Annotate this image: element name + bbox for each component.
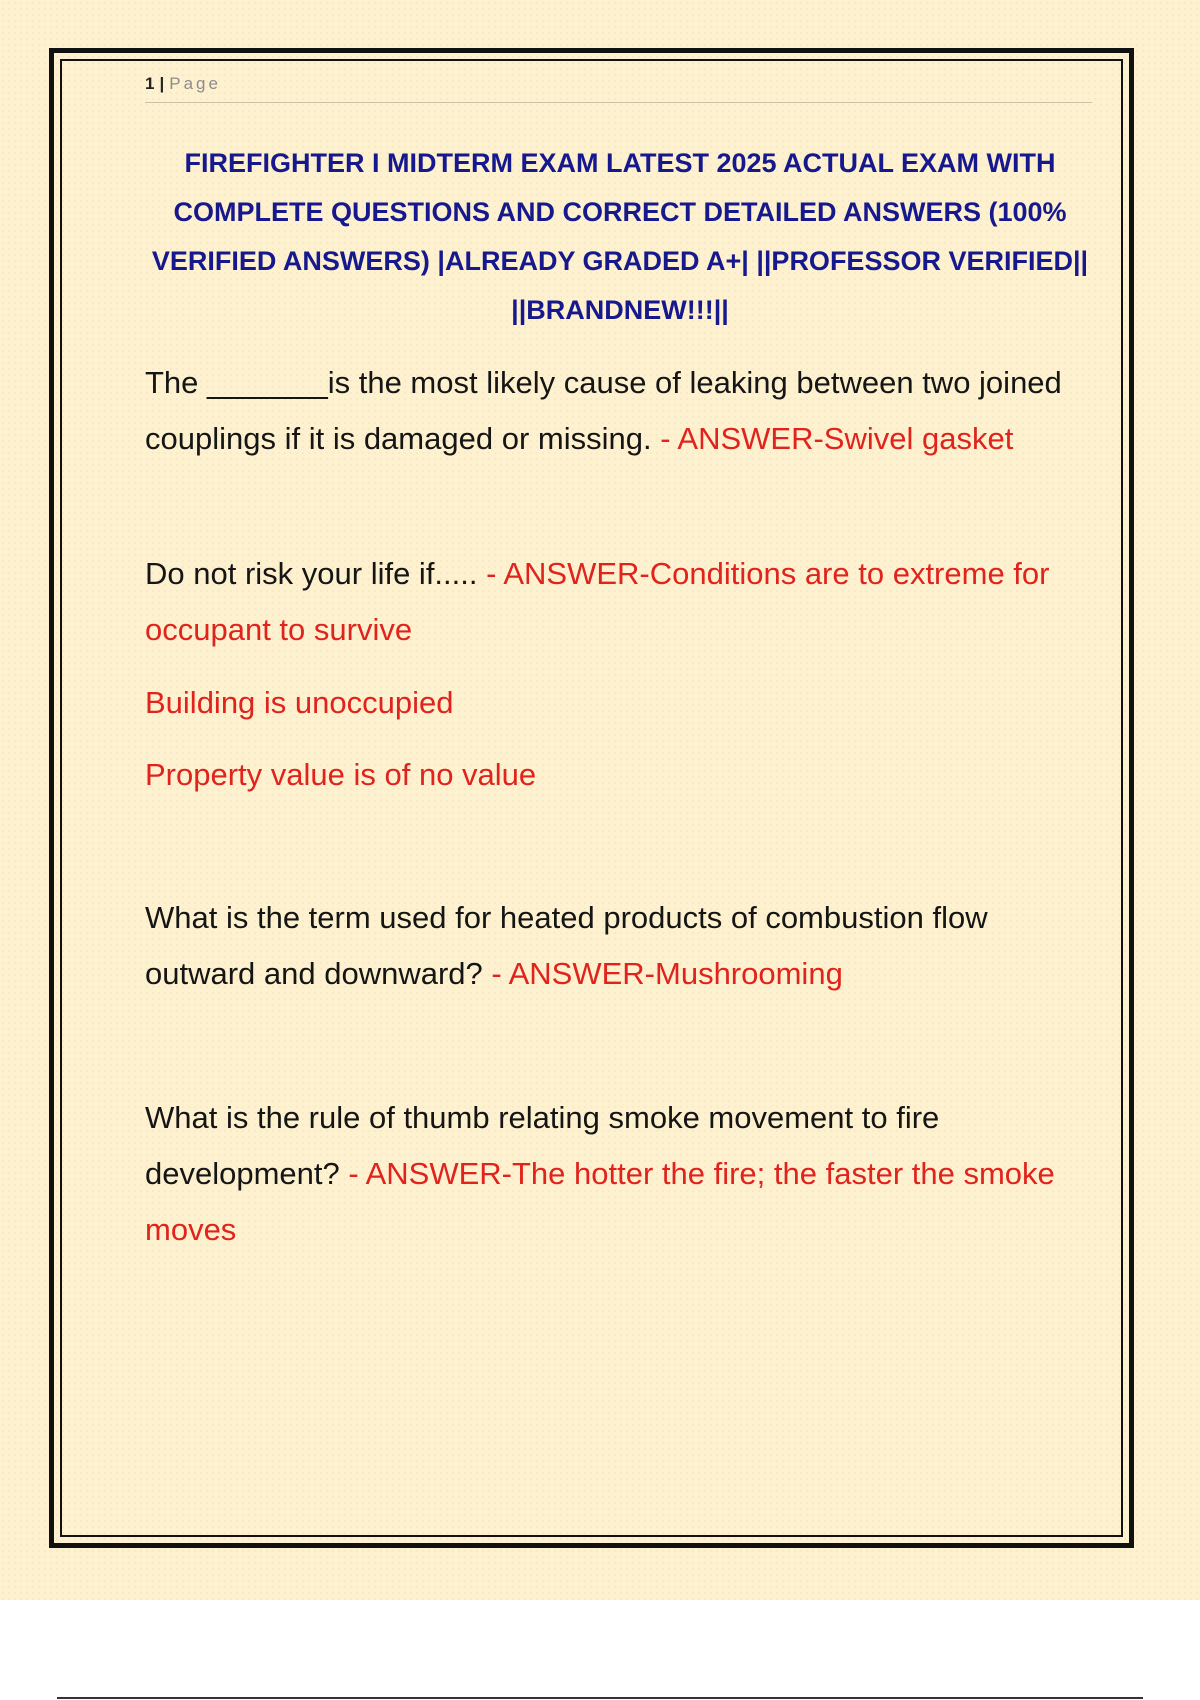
answer-text: - ANSWER-Mushrooming bbox=[491, 956, 843, 991]
answer-line: Building is unoccupied bbox=[145, 685, 454, 720]
answer-text: - ANSWER-The hotter the fire; the faster the smoke moves bbox=[145, 1156, 1055, 1247]
question-text: Do not risk your life if..... bbox=[145, 556, 487, 591]
page-header bbox=[145, 74, 1092, 103]
question-text: The _______is the most likely cause of leaking between two joined couplings if it is damaged or missing. bbox=[145, 365, 1062, 456]
page-label: Page bbox=[169, 74, 221, 93]
qa-item-1 bbox=[145, 355, 1095, 467]
page-number: 1 bbox=[145, 74, 156, 93]
qa-item-3 bbox=[145, 890, 1095, 1002]
question-text: What is the term used for heated products of combustion flow outward and downward? bbox=[145, 900, 988, 991]
qa-item-2 bbox=[145, 546, 1095, 658]
qa-item-4 bbox=[145, 1090, 1095, 1258]
page-separator: | bbox=[159, 74, 166, 93]
document-title: FIREFIGHTER I MIDTERM EXAM LATEST 2025 ACTUAL EXAM WITH COMPLETE QUESTIONS AND CORRECT DETAILED ANSWERS (100% VERIFIED ANSWERS) |ALREADY GRADED A+| ||PROFESSOR VERIFIED|| ||BRANDNEW!!!|| bbox=[151, 148, 1089, 325]
answer-line: Property value is of no value bbox=[145, 757, 537, 792]
answer-text: - ANSWER-Conditions are to extreme for occupant to survive bbox=[145, 556, 1050, 647]
answer-text: - ANSWER-Swivel gasket bbox=[660, 421, 1014, 456]
question-text: What is the rule of thumb relating smoke movement to fire development? bbox=[145, 1100, 940, 1191]
footer-divider bbox=[57, 1697, 1143, 1699]
